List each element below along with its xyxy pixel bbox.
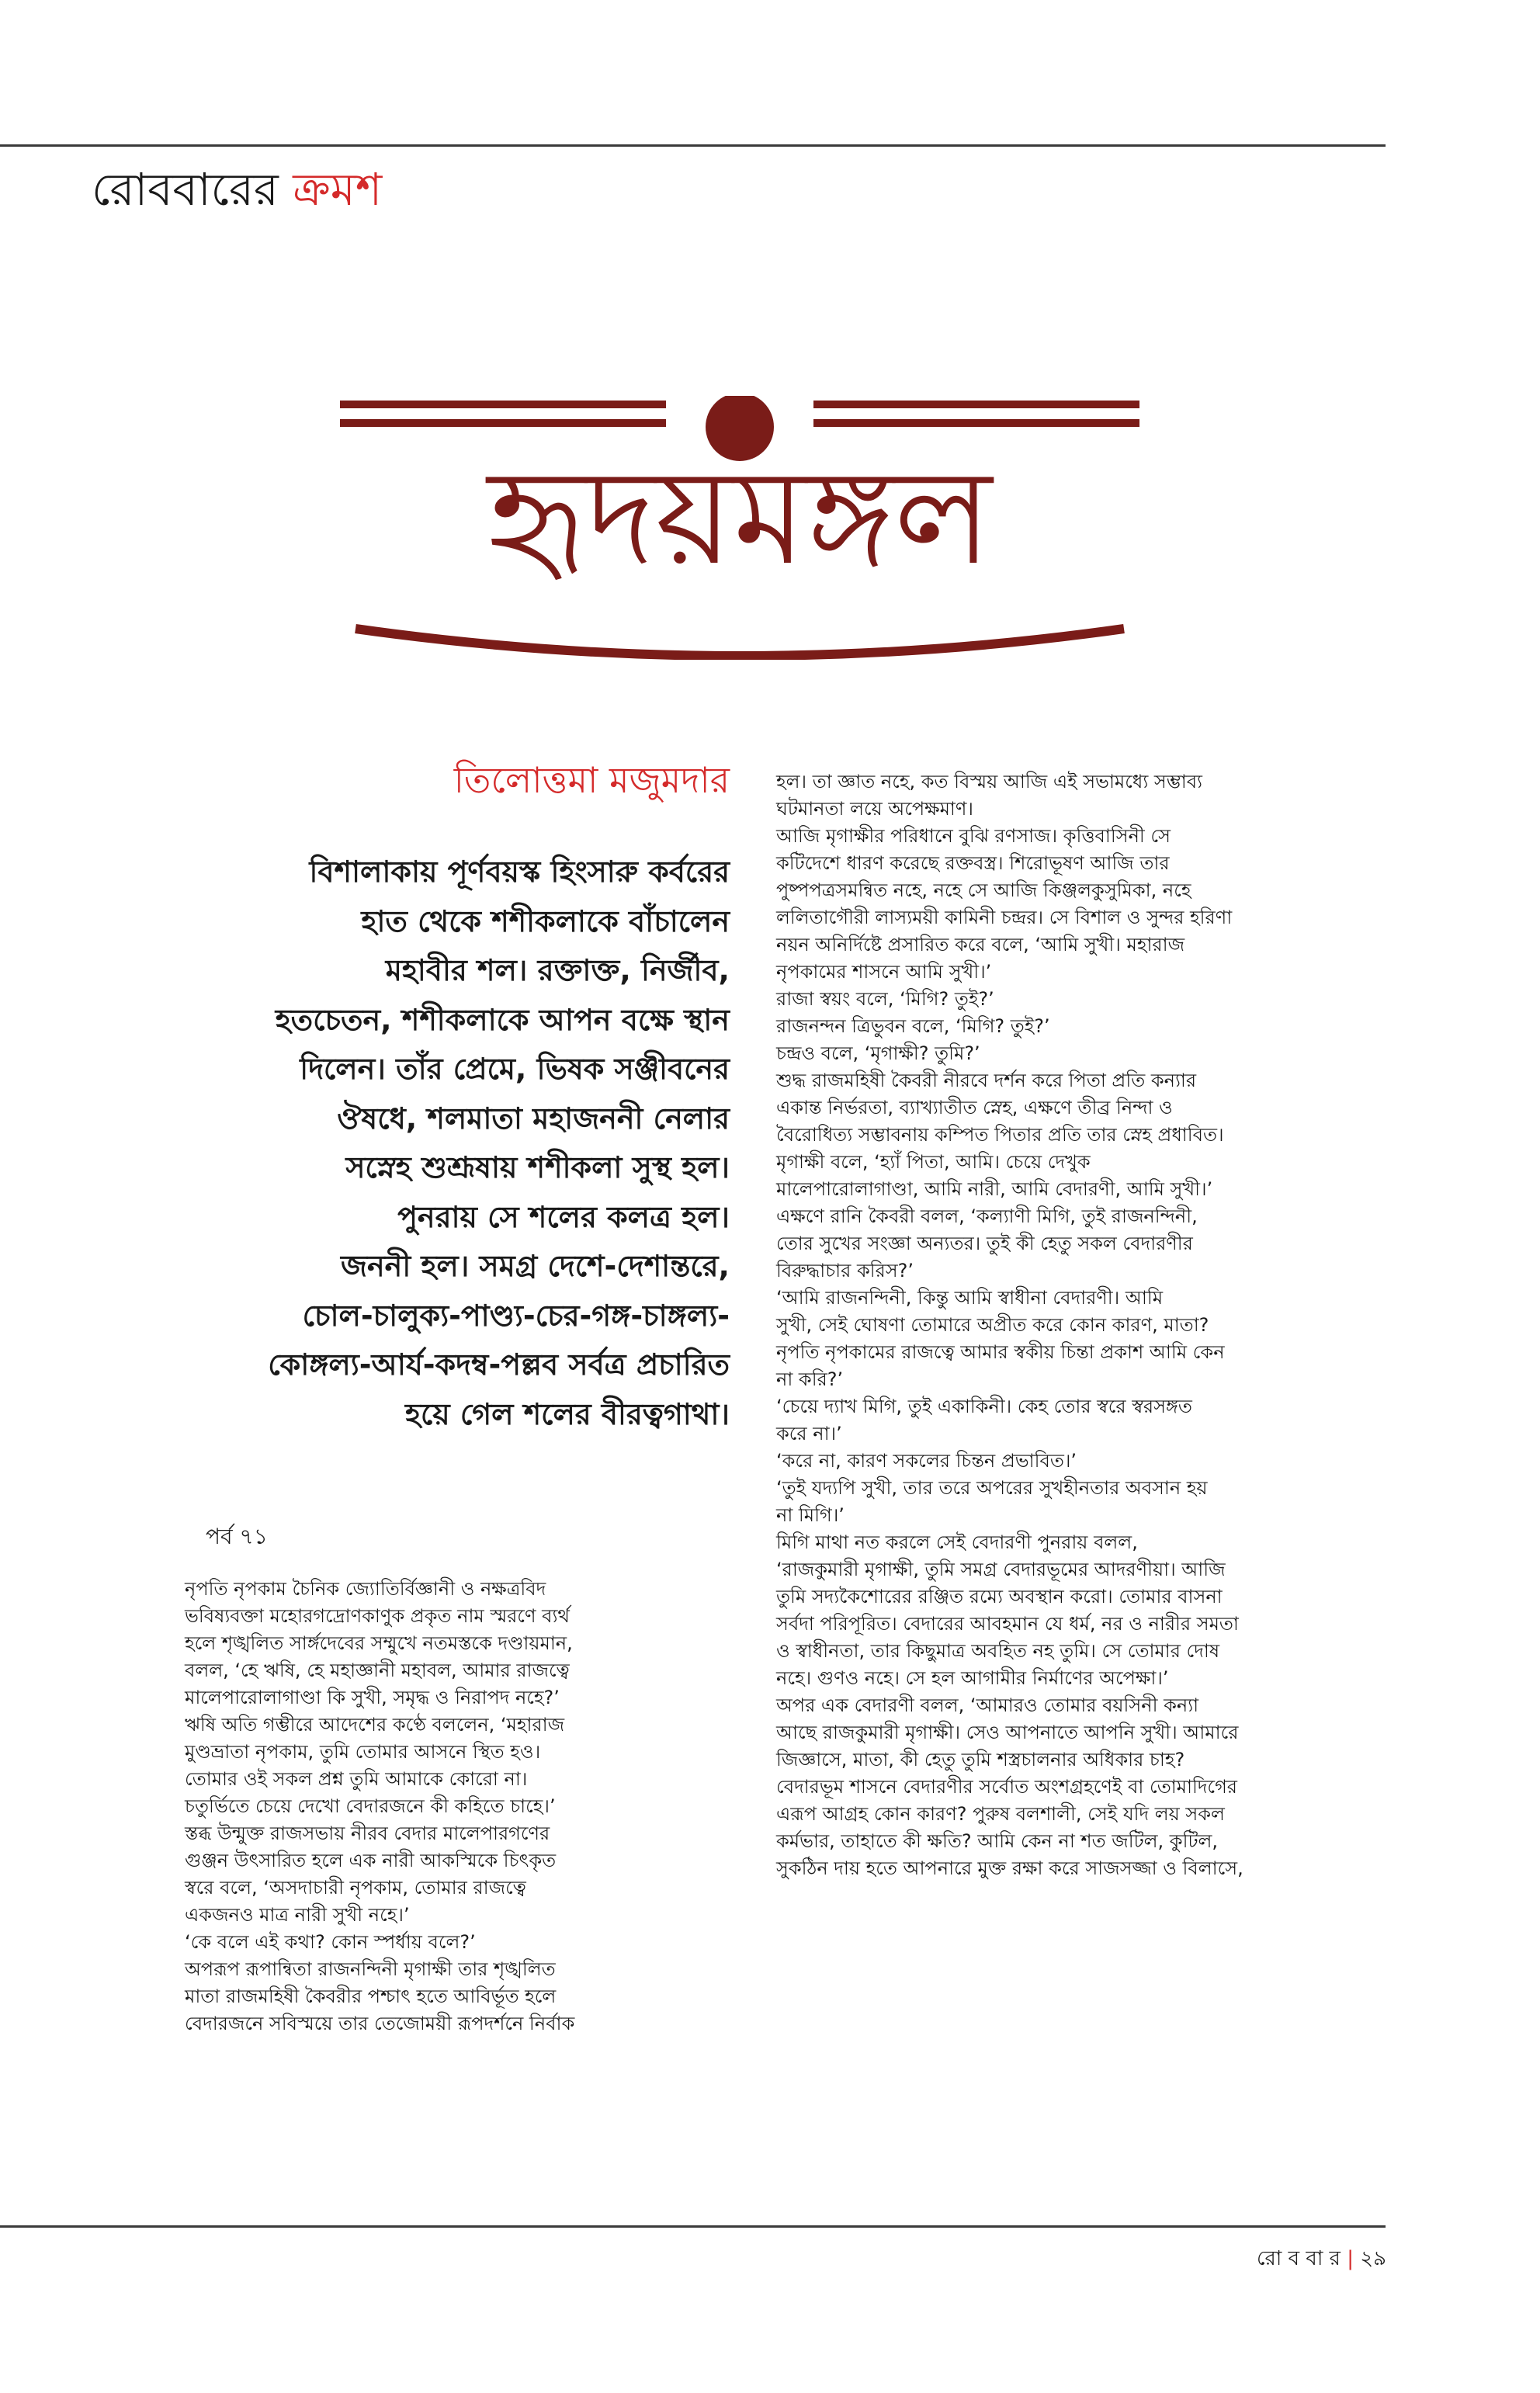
paragraph-line: মালেপারোলাগাণ্ডা, আমি নারী, আমি বেদারণী, আমি সুখী।’ <box>776 1178 1213 1200</box>
section-header <box>92 161 382 217</box>
logo-line-left-1 <box>340 401 666 408</box>
title-logo <box>340 396 1139 660</box>
summary-line: মহাবীর শল। রক্তাক্ত, নির্জীব, <box>385 953 730 987</box>
paragraph-line: ললিতাগৌরী লাস্যময়ী কামিনী চন্দ্রর। সে বিশাল ও সুন্দর হরিণা <box>776 907 1233 928</box>
paragraph-line: ‘তুই যদ্যপি সুখী, তার তরে অপরের সুখহীনতার অবসান হয় <box>776 1477 1208 1499</box>
paragraph-line: নৃপতি নৃপকাম চৈনিক জ্যোতির্বিজ্ঞানী ও নক্ষত্রবিদ <box>185 1578 546 1600</box>
paragraph-line: আছে রাজকুমারী মৃগাক্ষী। সেও আপনাতে আপনি সুখী। আমারে <box>776 1722 1239 1743</box>
paragraph-line: করে না।’ <box>776 1423 842 1444</box>
summary-line: বিশালাকায় পূর্ণবয়স্ক হিংসারু কর্বরের <box>309 855 730 889</box>
paragraph-line: ও স্বাধীনতা, তার কিছুমাত্র অবহিত নহ তুমি। সে তোমার দোষ <box>776 1640 1220 1662</box>
summary-line: জননী হল। সমগ্র দেশে-দেশান্তরে, <box>340 1249 730 1283</box>
paragraph-line: মুণ্ডভ্রাতা নৃপকাম, তুমি তোমার আসনে স্থিত হও। <box>185 1741 541 1763</box>
page-number: ২৯ <box>1360 2247 1386 2270</box>
paragraph-line: না করি?’ <box>776 1368 844 1390</box>
paragraph-line: শুদ্ধ রাজমহিষী কৈবরী নীরবে দর্শন করে পিতা প্রতি কন্যার <box>776 1070 1197 1091</box>
summary-line: হয়ে গেল শলের বীরত্বগাথা। <box>404 1396 730 1431</box>
paragraph-line: নৃপকামের শাসনে আমি সুখী।’ <box>776 961 992 983</box>
body-column-right <box>776 768 1389 1882</box>
summary-line: পুনরায় সে শলের কলত্র হল। <box>397 1199 730 1234</box>
paragraph-line: রাজা স্বয়ং বলে, ‘মিগি? তুই?’ <box>776 988 994 1010</box>
summary-line: দিলেন। তাঁর প্রেমে, ভিষক সঞ্জীবনের <box>300 1052 730 1086</box>
paragraph-line: ‘আমি রাজনন্দিনী, কিন্তু আমি স্বাধীনা বেদারণী। আমি <box>776 1287 1164 1309</box>
paragraph-line: ঘটমানতা লয়ে অপেক্ষমাণ। <box>776 798 973 820</box>
paragraph-line: তোমার ওই সকল প্রশ্ন তুমি আমাকে কোরো না। <box>185 1768 528 1790</box>
paragraph-line: হলে শৃঙ্খলিত সার্ঙ্গদেবের সম্মুখে নতমস্তকে দণ্ডায়মান, <box>185 1632 573 1654</box>
episode-number: পর্ব ৭১ <box>206 1524 268 1549</box>
paragraph-line: স্তব্ধ উন্মুক্ত রাজসভায় নীরব বেদার মালেপারগণের <box>185 1822 550 1844</box>
footer-separator: | <box>1347 2247 1354 2270</box>
story-summary <box>115 848 730 1439</box>
paragraph-line: সুকঠিন দায় হতে আপনারে মুক্ত রক্ষা করে সাজসজ্জা ও বিলাসে, <box>776 1857 1243 1879</box>
paragraph-line: বিরুদ্ধাচার করিস?’ <box>776 1260 914 1281</box>
paragraph-line: হল। তা জ্ঞাত নহে, কত বিস্ময় আজি এই সভামধ্যে সম্ভাব্য <box>776 771 1203 792</box>
paragraph-line: মাতা রাজমহিষী কৈবরীর পশ্চাৎ হতে আবির্ভূত হলে <box>185 1985 557 2007</box>
section-tag: ক্রমশ <box>293 163 383 216</box>
paragraph-line: জিজ্ঞাসে, মাতা, কী হেতু তুমি শস্ত্রচালনার অধিকার চাহ? <box>776 1749 1185 1770</box>
paragraph-line: অপর এক বেদারণী বলল, ‘আমারও তোমার বয়সিনী কন্যা <box>776 1694 1199 1716</box>
summary-line: ঔষধে, শলমাতা মহাজননী নেলার <box>337 1101 730 1136</box>
page-footer <box>1257 2243 1386 2274</box>
paragraph-line: অপরূপ রূপান্বিতা রাজনন্দিনী মৃগাক্ষী তার শৃঙ্খলিত <box>185 1958 556 1980</box>
paragraph-line: ‘কে বলে এই কথা? কোন স্পর্ধায় বলে?’ <box>185 1931 476 1953</box>
paragraph-line: ‘রাজকুমারী মৃগাক্ষী, তুমি সমগ্র বেদারভূমের আদরণীয়া। আজি <box>776 1559 1226 1580</box>
paragraph-line: নৃপতি নৃপকামের রাজত্বে আমার স্বকীয় চিন্তা প্রকাশ আমি কেন <box>776 1341 1225 1363</box>
paragraph-line: নহে। গুণও নহে। সে হল আগামীর নির্মাণের অপেক্ষা।’ <box>776 1667 1169 1689</box>
paragraph-line: এরূপ আগ্রহ কোন কারণ? পুরুষ বলশালী, সেই যদি লয় সকল <box>776 1803 1225 1825</box>
paragraph-line: ‘চেয়ে দ্যাখ মিগি, তুই একাকিনী। কেহ তোর স্বরে স্বরসঙ্গত <box>776 1396 1192 1417</box>
logo-title: হৃদয়মঙ্গল <box>487 441 993 595</box>
paragraph-line: বেদারভূম শাসনে বেদারণীর সর্বোত অংশগ্রহণেই বা তোমাদিগের <box>776 1776 1237 1798</box>
magazine-name: রো ব বা র <box>1256 2247 1341 2270</box>
paragraph-line: কর্মভার, তাহাতে কী ক্ষতি? আমি কেন না শত জটিল, কুটিল, <box>776 1830 1219 1852</box>
paragraph-line: চতুর্ভিতে চেয়ে দেখো বেদারজনে কী কহিতে চাহে।’ <box>185 1795 556 1817</box>
paragraph-line: ঋষি অতি গম্ভীরে আদেশের কণ্ঠে বললেন, ‘মহারাজ <box>185 1714 565 1736</box>
paragraph-line: বলল, ‘হে ঋষি, হে মহাজ্ঞানী মহাবল, আমার রাজত্বে <box>185 1659 570 1681</box>
summary-line: কোঙ্গল্য-আর্য-কদম্ব-পল্লব সর্বত্র প্রচারিত <box>268 1347 730 1382</box>
paragraph-line: বৈরোধিত্য সম্ভাবনায় কম্পিত পিতার প্রতি তার স্নেহ প্রধাবিত। <box>776 1124 1224 1146</box>
paragraph-line: ভবিষ্যবক্তা মহোরগদ্রোণকাণুক প্রকৃত নাম স্মরণে ব্যর্থ <box>185 1605 570 1627</box>
paragraph-line: আজি মৃগাক্ষীর পরিধানে বুঝি রণসাজ। কৃত্তিবাসিনী সে <box>776 825 1171 847</box>
logo-line-right-2 <box>813 419 1139 427</box>
logo-underline <box>356 629 1124 656</box>
paragraph-line: পুষ্পপত্রসমন্বিত নহে, নহে সে আজি কিঞ্জলকুসুমিকা, নহে <box>776 879 1191 901</box>
logo-line-right-1 <box>813 401 1139 408</box>
paragraph-line: এক্ষণে রানি কৈবরী বলল, ‘কল্যাণী মিগি, তুই রাজনন্দিনী, <box>776 1205 1198 1227</box>
bottom-rule <box>0 2225 1386 2228</box>
paragraph-line: মৃগাক্ষী বলে, ‘হ্যাঁ পিতা, আমি। চেয়ে দেখুক <box>776 1151 1091 1173</box>
paragraph-line: মালেপারোলাগাণ্ডা কি সুখী, সমৃদ্ধ ও নিরাপদ নহে?’ <box>185 1687 560 1708</box>
summary-line: চোল-চালুক্য-পাণ্ড্য-চের-গঙ্গ-চাঙ্গল্য- <box>302 1298 730 1333</box>
paragraph-line: একান্ত নির্ভরতা, ব্যাখ্যাতীত স্নেহ, এক্ষণে তীব্র নিন্দা ও <box>776 1097 1173 1118</box>
paragraph-line: চন্দ্রও বলে, ‘মৃগাক্ষী? তুমি?’ <box>776 1042 980 1064</box>
paragraph-line: মিগি মাথা নত করলে সেই বেদারণী পুনরায় বলল, <box>776 1531 1138 1553</box>
paragraph-line: তুমি সদ্যকৈশোরের রঞ্জিত রম্যে অবস্থান করো। তোমার বাসনা <box>776 1586 1223 1607</box>
logo-line-left-2 <box>340 419 666 427</box>
paragraph-line: স্বরে বলে, ‘অসদাচারী নৃপকাম, তোমার রাজত্বে <box>185 1877 526 1899</box>
paragraph-line: কটিদেশে ধারণ করেছে রক্তবস্ত্র। শিরোভূষণ আজি তার <box>776 852 1170 874</box>
paragraph-line: গুঞ্জন উৎসারিত হলে এক নারী আকস্মিকে চিৎকৃত <box>185 1850 557 1871</box>
body-column-left <box>185 1576 728 2038</box>
paragraph-line: না মিগি।’ <box>776 1504 845 1526</box>
paragraph-line: ‘করে না, কারণ সকলের চিন্তন প্রভাবিত।’ <box>776 1450 1077 1472</box>
summary-line: হাত থেকে শশীকলাকে বাঁচালেন <box>361 903 730 938</box>
summary-line: হতচেতন, শশীকলাকে আপন বক্ষে স্থান <box>275 1002 730 1037</box>
paragraph-line: তোর সুখের সংজ্ঞা অন্যতর। তুই কী হেতু সকল বেদারণীর <box>776 1233 1193 1254</box>
paragraph-line: রাজনন্দন ত্রিভুবন বলে, ‘মিগি? তুই?’ <box>776 1015 1050 1037</box>
top-rule <box>0 144 1386 147</box>
paragraph-line: সুখী, সেই ঘোষণা তোমারে অপ্রীত করে কোন কারণ, মাতা? <box>776 1314 1209 1336</box>
author-name: তিলোত্তমা মজুমদার <box>453 759 730 801</box>
section-name: রোববারের <box>92 163 279 216</box>
paragraph-line: বেদারজনে সবিস্ময়ে তার তেজোময়ী রূপদর্শনে নির্বাক <box>185 2013 575 2034</box>
paragraph-line: সর্বদা পরিপূরিত। বেদারের আবহমান যে ধর্ম, নর ও নারীর সমতা <box>776 1613 1239 1635</box>
paragraph-line: একজনও মাত্র নারী সুখী নহে।’ <box>185 1904 410 1926</box>
summary-line: সস্নেহ শুশ্রূষায় শশীকলা সুস্থ হল। <box>345 1150 730 1184</box>
paragraph-line: নয়ন অনির্দিষ্টে প্রসারিত করে বলে, ‘আমি সুখী। মহারাজ <box>776 934 1185 955</box>
